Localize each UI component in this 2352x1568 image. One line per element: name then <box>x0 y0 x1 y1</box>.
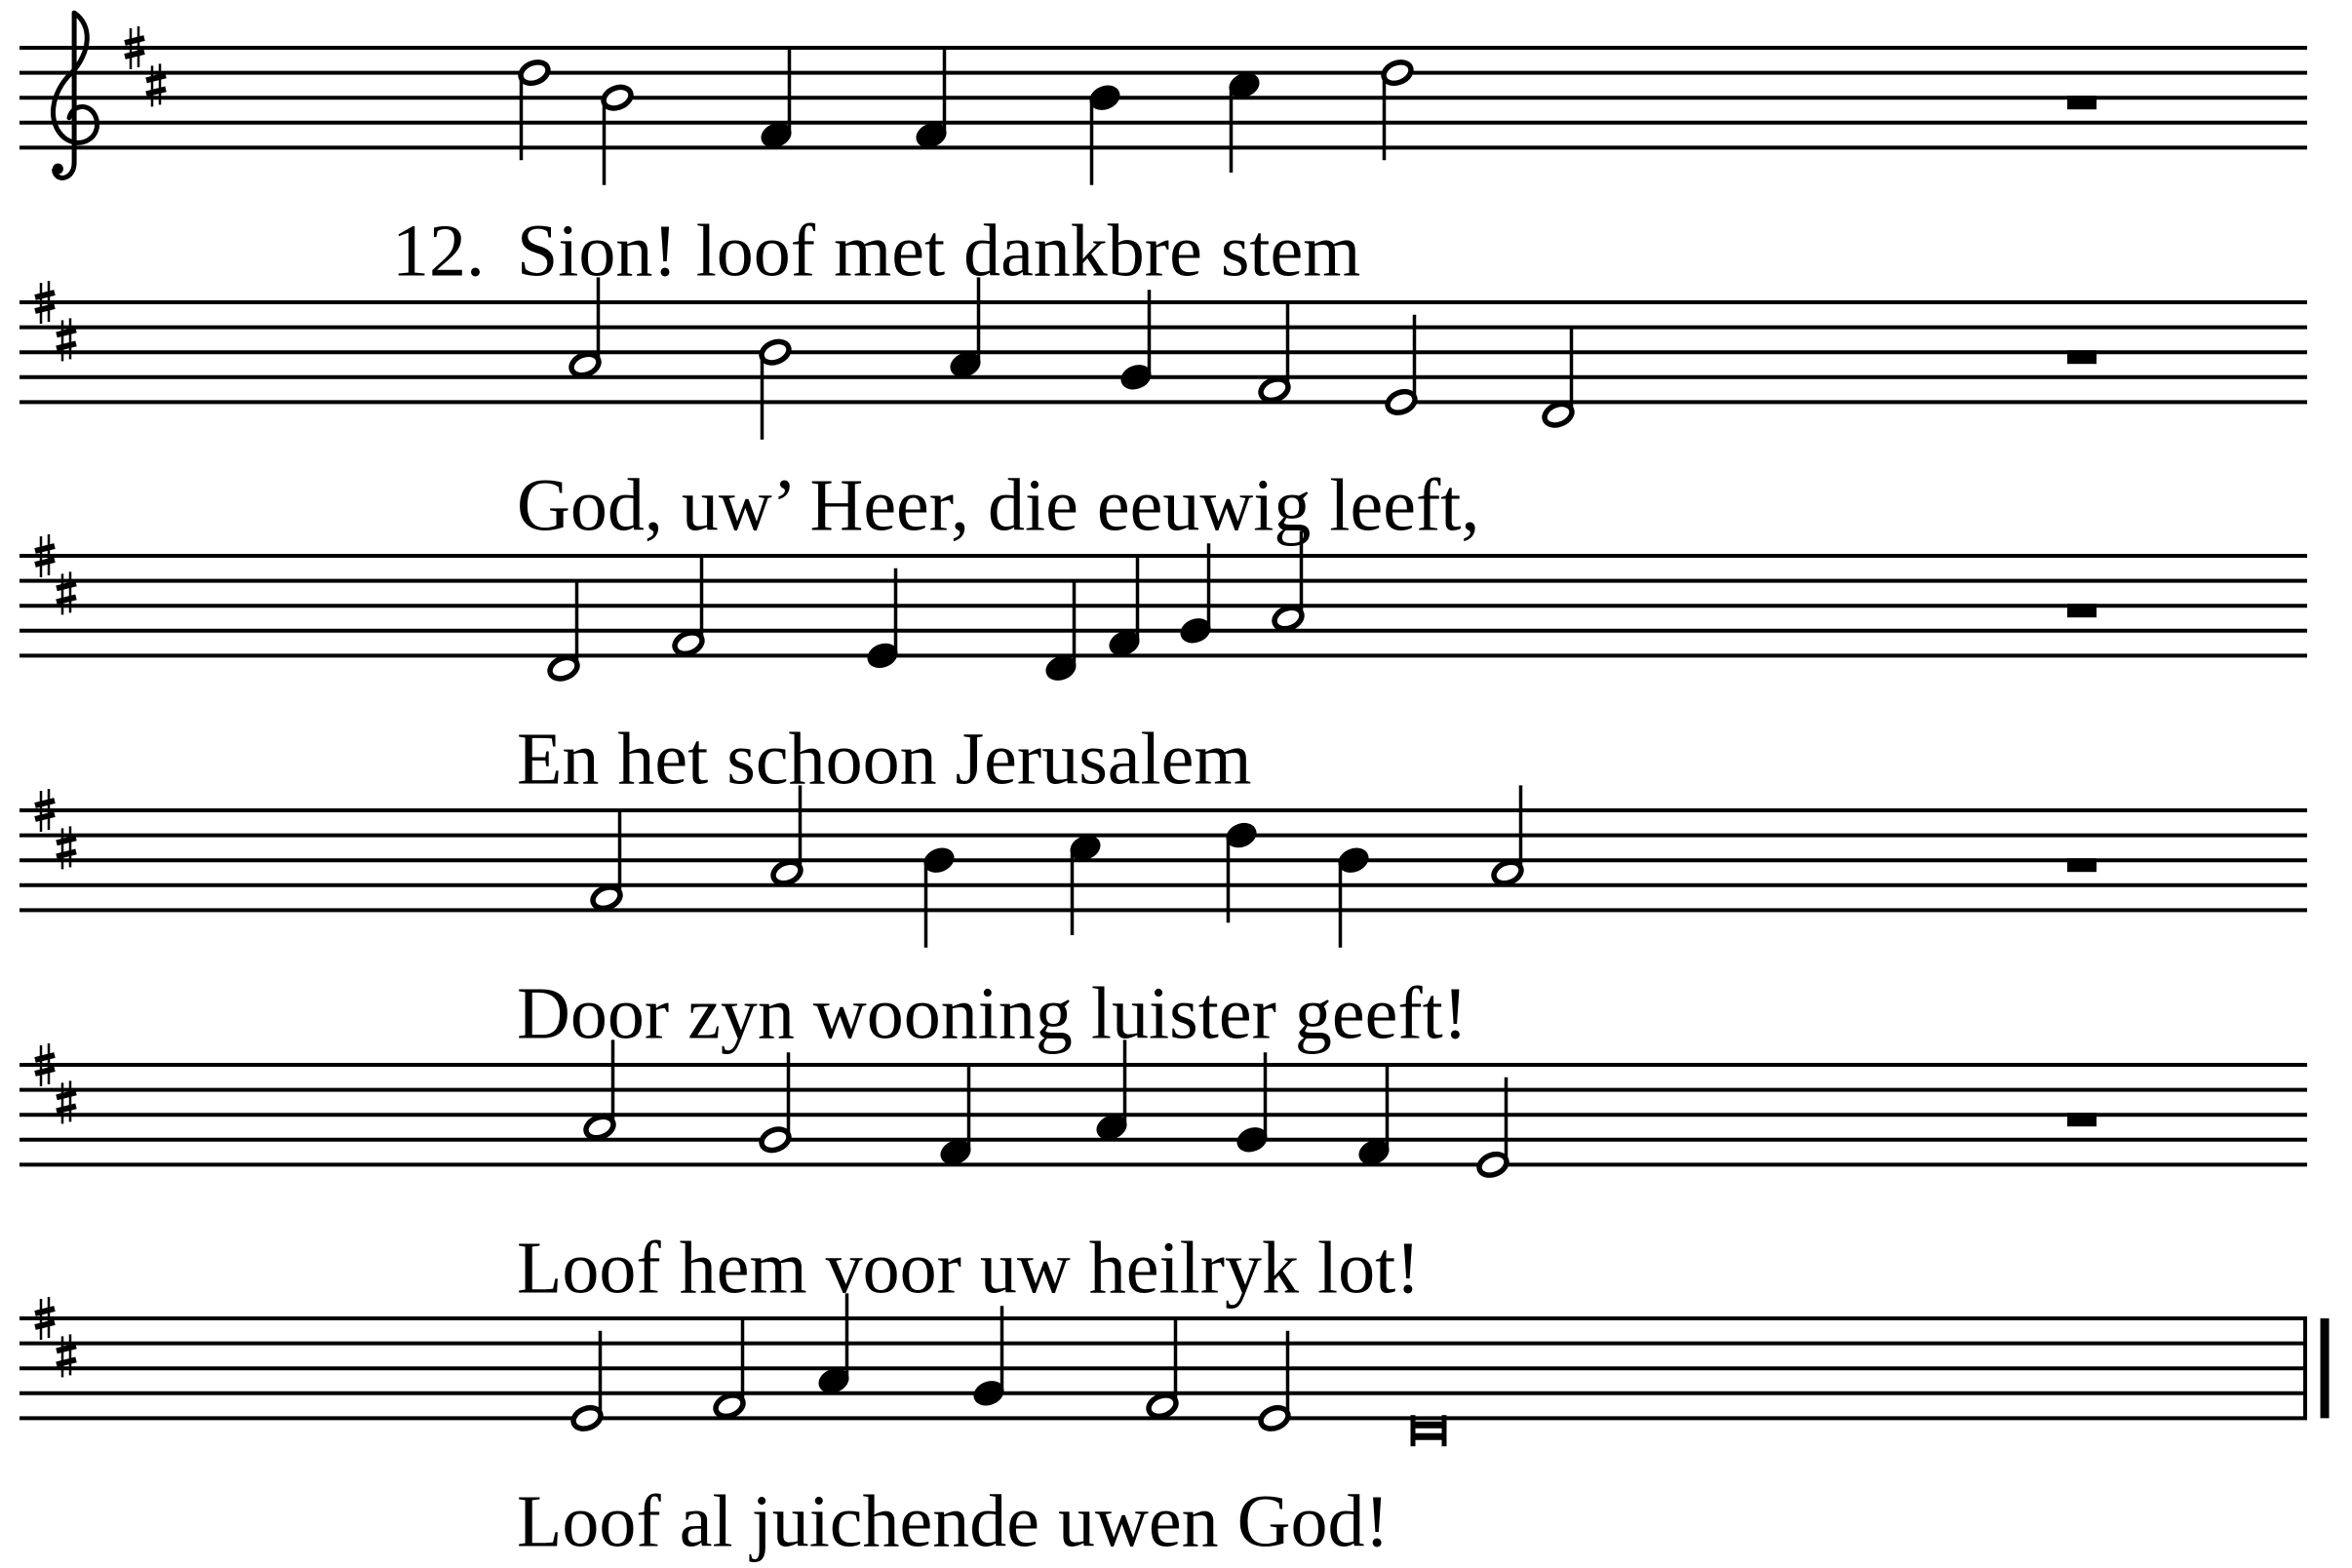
note <box>1118 290 1154 392</box>
sharp-icon <box>57 318 76 361</box>
sharp-icon <box>57 571 76 614</box>
staff-system <box>20 785 2307 1054</box>
note <box>570 1331 604 1432</box>
half-rest-icon <box>2067 604 2097 617</box>
half-rest-icon <box>2067 350 2097 364</box>
lyric-line: Sion! loof met dankbre stem <box>517 210 1361 293</box>
stanza-number: 12. <box>392 210 485 293</box>
lyric-line: God, uw’ Heer, die eeuwig leeft, <box>517 464 1480 547</box>
lyric-line: En het schoon Jerusalem <box>517 718 1252 801</box>
note <box>921 844 957 947</box>
note <box>1381 59 1414 160</box>
half-rest-icon <box>2067 858 2097 872</box>
note <box>759 337 792 439</box>
staff-system <box>20 530 2307 800</box>
lyric-line: Loof al juichende uwen God! <box>517 1480 1390 1563</box>
treble-clef-icon <box>53 13 97 177</box>
note <box>1385 315 1418 416</box>
treble-clef-dot <box>53 164 63 175</box>
note <box>1178 543 1213 646</box>
sharp-icon <box>57 1080 76 1123</box>
sharp-icon <box>146 63 166 106</box>
sharp-icon <box>57 1334 76 1377</box>
note <box>1087 82 1122 184</box>
note <box>971 1306 1006 1408</box>
note <box>865 568 900 671</box>
note <box>601 83 634 184</box>
note <box>1258 1331 1291 1432</box>
note <box>759 1052 792 1154</box>
note <box>1476 1078 1509 1179</box>
staff-system <box>20 13 2307 292</box>
note <box>518 59 551 160</box>
staff-system <box>20 1039 2307 1309</box>
lyric-line: Door zyn wooning luister geeft! <box>517 972 1469 1055</box>
staff-system <box>20 277 2307 546</box>
half-rest-icon <box>2067 96 2097 109</box>
staff-system <box>20 1293 2325 1562</box>
note <box>1235 1052 1270 1155</box>
note <box>1224 820 1259 922</box>
note <box>1336 844 1371 947</box>
lyric-line: Loof hem voor uw heilryk lot! <box>517 1227 1421 1310</box>
half-rest-icon <box>2067 1113 2097 1126</box>
sharp-icon <box>57 826 76 869</box>
